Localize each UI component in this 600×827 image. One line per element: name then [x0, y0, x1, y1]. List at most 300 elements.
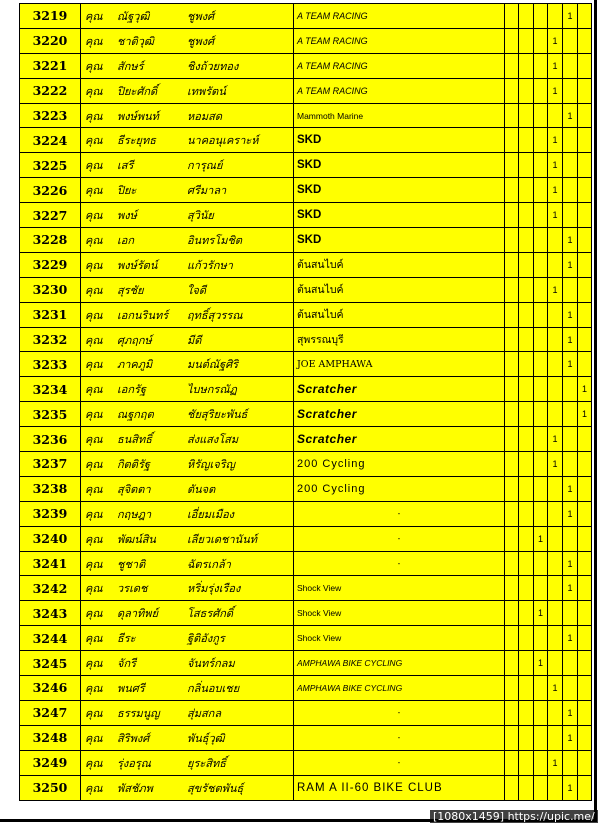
bib-number: 3237 — [20, 452, 81, 477]
category-mark — [563, 377, 578, 402]
participant-name — [81, 725, 294, 750]
category-mark — [519, 427, 534, 452]
team-name: ต้นสนไบค์ — [294, 277, 505, 302]
category-mark — [519, 352, 534, 377]
category-mark — [578, 551, 592, 576]
name-title: คุณ — [85, 657, 103, 671]
category-mark — [505, 775, 519, 800]
last-name: โสธรศักดิ์ — [187, 607, 234, 621]
category-mark — [505, 78, 519, 103]
category-mark — [548, 402, 563, 427]
team-name: A TEAM RACING — [294, 53, 505, 78]
category-mark — [548, 651, 563, 676]
name-title: คุณ — [85, 582, 103, 596]
category-mark: 1 — [563, 576, 578, 601]
team-name: Shock View — [294, 626, 505, 651]
bib-number: 3219 — [20, 4, 81, 29]
category-mark — [548, 476, 563, 501]
category-mark — [578, 203, 592, 228]
category-mark — [563, 277, 578, 302]
category-mark — [534, 452, 548, 477]
first-name: สิริพงศ์ — [117, 731, 150, 745]
bib-number: 3233 — [20, 352, 81, 377]
participant-name — [81, 302, 294, 327]
table-row — [20, 402, 592, 427]
team-name: Mammoth Marine — [294, 103, 505, 128]
category-mark — [519, 576, 534, 601]
last-name: หริ่มรุ่งเรือง — [187, 582, 241, 596]
bib-number: 3243 — [20, 601, 81, 626]
name-title: คุณ — [85, 731, 103, 745]
team-name: SKD — [294, 128, 505, 153]
name-title: คุณ — [85, 781, 103, 795]
category-mark: 1 — [548, 128, 563, 153]
name-title: คุณ — [85, 681, 103, 695]
category-mark: 1 — [548, 53, 563, 78]
first-name: ธีระยุทธ — [117, 134, 156, 148]
category-mark — [563, 750, 578, 775]
bib-number: 3230 — [20, 277, 81, 302]
category-mark — [578, 153, 592, 178]
name-title: คุณ — [85, 308, 103, 322]
team-name: SKD — [294, 178, 505, 203]
table-body — [20, 4, 592, 801]
category-mark — [505, 327, 519, 352]
category-mark — [534, 775, 548, 800]
name-title: คุณ — [85, 557, 103, 571]
name-title: คุณ — [85, 507, 103, 521]
table-row — [20, 576, 592, 601]
table-row — [20, 750, 592, 775]
category-mark — [519, 302, 534, 327]
category-mark — [548, 501, 563, 526]
category-mark — [578, 4, 592, 29]
category-mark — [578, 228, 592, 253]
name-title: คุณ — [85, 482, 103, 496]
category-mark — [578, 700, 592, 725]
participant-name — [81, 526, 294, 551]
first-name: ชูชาติ — [117, 557, 146, 571]
category-mark — [505, 427, 519, 452]
category-mark — [519, 501, 534, 526]
last-name: แก้วรักษา — [187, 258, 233, 272]
bib-number: 3222 — [20, 78, 81, 103]
name-title: คุณ — [85, 159, 103, 173]
last-name: หอมสด — [187, 109, 222, 123]
category-mark — [519, 377, 534, 402]
table-row — [20, 526, 592, 551]
participant-name — [81, 452, 294, 477]
category-mark — [563, 651, 578, 676]
last-name: ใจดี — [187, 283, 206, 297]
category-mark — [548, 228, 563, 253]
bib-number: 3223 — [20, 103, 81, 128]
watermark: [1080x1459] https://upic.me/ — [430, 810, 598, 823]
last-name: ฉัตรเกล้า — [187, 557, 231, 571]
category-mark — [519, 252, 534, 277]
category-mark — [534, 476, 548, 501]
category-mark — [519, 626, 534, 651]
table-row — [20, 725, 592, 750]
last-name: สุวินัย — [187, 209, 214, 223]
participant-name — [81, 626, 294, 651]
category-mark — [548, 302, 563, 327]
category-mark — [519, 651, 534, 676]
category-mark — [534, 228, 548, 253]
category-mark: 1 — [548, 28, 563, 53]
table-row — [20, 352, 592, 377]
category-mark — [505, 626, 519, 651]
category-mark — [563, 601, 578, 626]
category-mark — [534, 576, 548, 601]
category-mark — [534, 402, 548, 427]
last-name: พันธุ์วุฒิ — [187, 731, 225, 745]
category-mark — [578, 476, 592, 501]
first-name: ธีระ — [117, 632, 136, 646]
last-name: ชิงถ้วยทอง — [187, 59, 239, 73]
bib-number: 3235 — [20, 402, 81, 427]
participant-name — [81, 252, 294, 277]
team-name: SKD — [294, 203, 505, 228]
participant-name — [81, 676, 294, 701]
category-mark — [578, 78, 592, 103]
category-mark — [534, 128, 548, 153]
bib-number: 3246 — [20, 676, 81, 701]
category-mark — [519, 128, 534, 153]
name-title: คุณ — [85, 457, 103, 471]
category-mark — [505, 377, 519, 402]
first-name: เอกนรินทร์ — [117, 308, 169, 322]
team-name: AMPHAWA BIKE CYCLING — [294, 676, 505, 701]
category-mark — [578, 526, 592, 551]
team-name: 200 Cycling — [294, 476, 505, 501]
category-mark — [519, 228, 534, 253]
category-mark: 1 — [578, 402, 592, 427]
bib-number: 3224 — [20, 128, 81, 153]
bib-number: 3236 — [20, 427, 81, 452]
participant-name — [81, 78, 294, 103]
participant-name — [81, 228, 294, 253]
category-mark: 1 — [563, 302, 578, 327]
category-mark — [548, 352, 563, 377]
category-mark: 1 — [534, 601, 548, 626]
category-mark — [534, 352, 548, 377]
category-mark — [534, 676, 548, 701]
participant-name — [81, 551, 294, 576]
participant-name — [81, 28, 294, 53]
first-name: สักษร์ — [117, 59, 144, 73]
category-mark: 1 — [563, 228, 578, 253]
category-mark: 1 — [534, 651, 548, 676]
last-name: อินทรโมชิต — [187, 233, 243, 247]
category-mark — [505, 750, 519, 775]
category-mark — [548, 526, 563, 551]
category-mark — [534, 626, 548, 651]
first-name: เสรี — [117, 159, 134, 173]
category-mark — [505, 103, 519, 128]
category-mark — [505, 452, 519, 477]
category-mark — [519, 153, 534, 178]
name-title: คุณ — [85, 34, 103, 48]
category-mark: 1 — [563, 352, 578, 377]
category-mark — [578, 53, 592, 78]
category-mark — [578, 651, 592, 676]
name-title: คุณ — [85, 59, 103, 73]
category-mark — [519, 402, 534, 427]
table-row — [20, 551, 592, 576]
team-name: Scratcher — [294, 402, 505, 427]
name-title: คุณ — [85, 209, 103, 223]
team-name: JOE AMPHAWA — [294, 352, 505, 377]
first-name: จักรี — [117, 657, 137, 671]
category-mark — [534, 427, 548, 452]
table-row — [20, 327, 592, 352]
table-row — [20, 28, 592, 53]
category-mark — [505, 228, 519, 253]
team-name: - — [294, 750, 505, 775]
last-name: ชัยสุริยะพันธ์ — [187, 408, 248, 422]
name-title: คุณ — [85, 607, 103, 621]
table-row — [20, 676, 592, 701]
last-name: สุขรัชตพันธุ์ — [187, 781, 244, 795]
category-mark — [578, 601, 592, 626]
category-mark — [519, 4, 534, 29]
first-name: เอกรัฐ — [117, 383, 147, 397]
last-name: เลียวเดชานันท์ — [187, 532, 257, 546]
category-mark — [578, 576, 592, 601]
category-mark — [505, 302, 519, 327]
category-mark — [505, 203, 519, 228]
category-mark — [563, 427, 578, 452]
bib-number: 3220 — [20, 28, 81, 53]
last-name: เทพรัตน์ — [187, 84, 226, 98]
category-mark: 1 — [548, 277, 563, 302]
team-name: Scratcher — [294, 427, 505, 452]
first-name: ธนสิทธิ์ — [117, 433, 152, 447]
participant-name — [81, 576, 294, 601]
bib-number: 3248 — [20, 725, 81, 750]
category-mark: 1 — [548, 676, 563, 701]
participant-name — [81, 775, 294, 800]
team-name: A TEAM RACING — [294, 78, 505, 103]
category-mark — [519, 78, 534, 103]
category-mark — [505, 725, 519, 750]
category-mark: 1 — [563, 476, 578, 501]
category-mark — [563, 78, 578, 103]
bib-number: 3227 — [20, 203, 81, 228]
last-name: หิรัญเจริญ — [187, 457, 236, 471]
table-row — [20, 252, 592, 277]
category-mark — [505, 526, 519, 551]
category-mark — [548, 327, 563, 352]
table-row — [20, 377, 592, 402]
category-mark — [505, 551, 519, 576]
first-name: พัสชัภพ — [117, 781, 153, 795]
last-name: จันทร์กลม — [187, 657, 235, 671]
category-mark — [578, 775, 592, 800]
category-mark — [578, 28, 592, 53]
first-name: เอก — [117, 233, 135, 247]
participant-name — [81, 427, 294, 452]
category-mark — [519, 203, 534, 228]
participant-name — [81, 103, 294, 128]
category-mark — [534, 551, 548, 576]
category-mark — [519, 601, 534, 626]
name-title: คุณ — [85, 632, 103, 646]
table-row — [20, 601, 592, 626]
first-name: สุรชัย — [117, 283, 144, 297]
category-mark — [505, 651, 519, 676]
name-title: คุณ — [85, 532, 103, 546]
category-mark: 1 — [563, 626, 578, 651]
last-name: ฤทธิ์สุวรรณ — [187, 308, 243, 322]
category-mark — [548, 700, 563, 725]
last-name: ศรีมาลา — [187, 184, 227, 198]
category-mark — [519, 28, 534, 53]
category-mark — [505, 576, 519, 601]
category-mark — [534, 4, 548, 29]
last-name: ชูพงศ์ — [187, 34, 215, 48]
participant-name — [81, 750, 294, 775]
last-name: นาคอนุเคราะห์ — [187, 134, 259, 148]
category-mark — [548, 601, 563, 626]
first-name: ดุลาทิพย์ — [117, 607, 159, 621]
category-mark: 1 — [548, 427, 563, 452]
table-row — [20, 476, 592, 501]
name-title: คุณ — [85, 184, 103, 198]
participant-name — [81, 4, 294, 29]
category-mark — [505, 601, 519, 626]
last-name: การุณย์ — [187, 159, 223, 173]
last-name: กลิ่นอบเชย — [187, 681, 240, 695]
category-mark — [548, 551, 563, 576]
category-mark — [578, 501, 592, 526]
category-mark — [534, 103, 548, 128]
category-mark — [563, 402, 578, 427]
first-name: พัฒน์สิน — [117, 532, 156, 546]
category-mark — [519, 277, 534, 302]
category-mark — [534, 277, 548, 302]
name-title: คุณ — [85, 283, 103, 297]
last-name: มนต์ณัฐศิริ — [187, 358, 239, 372]
first-name: พงษ์รัตน์ — [117, 258, 158, 272]
category-mark: 1 — [563, 551, 578, 576]
team-name: Scratcher — [294, 377, 505, 402]
category-mark: 1 — [548, 178, 563, 203]
first-name: ธรรมนูญ — [117, 706, 160, 720]
table-row — [20, 302, 592, 327]
bib-number: 3249 — [20, 750, 81, 775]
table-row — [20, 153, 592, 178]
table-row — [20, 501, 592, 526]
last-name: ฐิติอังกูร — [187, 632, 225, 646]
category-mark — [563, 128, 578, 153]
category-mark — [563, 53, 578, 78]
category-mark: 1 — [548, 78, 563, 103]
table-row — [20, 228, 592, 253]
table-row — [20, 651, 592, 676]
first-name: พนศรี — [117, 681, 145, 695]
category-mark — [578, 252, 592, 277]
participant-name — [81, 601, 294, 626]
team-name: สุพรรณบุรี — [294, 327, 505, 352]
team-name: - — [294, 501, 505, 526]
category-mark — [505, 53, 519, 78]
category-mark — [578, 352, 592, 377]
category-mark: 1 — [563, 700, 578, 725]
first-name: สุจิตตา — [117, 482, 151, 496]
category-mark: 1 — [548, 153, 563, 178]
table-row — [20, 700, 592, 725]
participant-name — [81, 377, 294, 402]
team-name: Shock View — [294, 601, 505, 626]
category-mark: 1 — [578, 377, 592, 402]
category-mark: 1 — [563, 725, 578, 750]
category-mark — [578, 427, 592, 452]
category-mark — [519, 452, 534, 477]
category-mark — [548, 775, 563, 800]
first-name: ณัฐวุฒิ — [117, 9, 150, 23]
table-row — [20, 128, 592, 153]
category-mark — [548, 4, 563, 29]
team-name: RAM A II-60 BIKE CLUB — [294, 775, 505, 800]
team-name: - — [294, 700, 505, 725]
bib-number: 3247 — [20, 700, 81, 725]
category-mark — [534, 377, 548, 402]
category-mark — [563, 452, 578, 477]
team-name: AMPHAWA BIKE CYCLING — [294, 651, 505, 676]
last-name: ตันจต — [187, 482, 216, 496]
team-name: 200 Cycling — [294, 452, 505, 477]
category-mark — [563, 28, 578, 53]
category-mark — [563, 203, 578, 228]
category-mark — [519, 676, 534, 701]
participant-table — [19, 3, 592, 801]
team-name: - — [294, 725, 505, 750]
table-row — [20, 4, 592, 29]
participant-name — [81, 277, 294, 302]
category-mark: 1 — [563, 103, 578, 128]
category-mark — [548, 252, 563, 277]
participant-name — [81, 53, 294, 78]
category-mark — [505, 676, 519, 701]
category-mark — [534, 28, 548, 53]
category-mark: 1 — [548, 203, 563, 228]
team-name: - — [294, 526, 505, 551]
first-name: กิตติรัฐ — [117, 457, 150, 471]
last-name: มีดี — [187, 333, 202, 347]
team-name: Shock View — [294, 576, 505, 601]
bib-number: 3232 — [20, 327, 81, 352]
participant-name — [81, 501, 294, 526]
category-mark — [505, 277, 519, 302]
first-name: ณฐกฤต — [117, 408, 154, 422]
category-mark — [519, 750, 534, 775]
first-name: พงษ์พนท์ — [117, 109, 159, 123]
name-title: คุณ — [85, 433, 103, 447]
last-name: ไบษกรณัฏ — [187, 383, 237, 397]
category-mark — [548, 576, 563, 601]
table-row — [20, 78, 592, 103]
name-title: คุณ — [85, 408, 103, 422]
category-mark — [519, 178, 534, 203]
category-mark — [505, 178, 519, 203]
table-row — [20, 775, 592, 800]
category-mark — [519, 775, 534, 800]
name-title: คุณ — [85, 109, 103, 123]
bib-number: 3240 — [20, 526, 81, 551]
bib-number: 3225 — [20, 153, 81, 178]
